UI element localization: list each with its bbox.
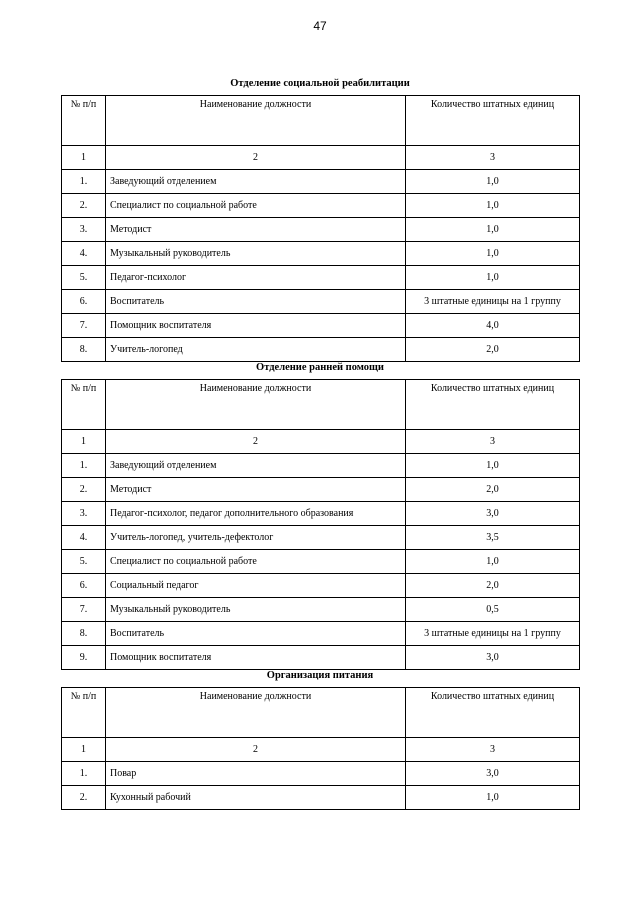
row-number: 7. <box>62 598 106 622</box>
staff-quantity: 1,0 <box>406 454 580 478</box>
staff-quantity: 1,0 <box>406 550 580 574</box>
column-index: 2 <box>106 738 406 762</box>
staff-quantity: 3,0 <box>406 502 580 526</box>
position-name: Специалист по социальной работе <box>106 550 406 574</box>
row-number: 1. <box>62 170 106 194</box>
section-catering <box>61 669 579 810</box>
row-number: 8. <box>62 622 106 646</box>
header-quantity: Количество штатных единиц <box>406 96 580 146</box>
column-index: 1 <box>62 146 106 170</box>
position-name: Социальный педагог <box>106 574 406 598</box>
position-name: Помощник воспитателя <box>106 646 406 670</box>
section-early-help <box>61 361 579 670</box>
staff-quantity: 1,0 <box>406 170 580 194</box>
table-header-row <box>62 96 580 146</box>
position-name: Воспитатель <box>106 622 406 646</box>
table-row <box>62 526 580 550</box>
position-name: Методист <box>106 218 406 242</box>
position-name: Повар <box>106 762 406 786</box>
table-row <box>62 290 580 314</box>
column-index: 3 <box>406 738 580 762</box>
table-row <box>62 218 580 242</box>
table-row <box>62 598 580 622</box>
staff-quantity: 1,0 <box>406 218 580 242</box>
staff-quantity: 1,0 <box>406 242 580 266</box>
column-index: 1 <box>62 430 106 454</box>
column-index: 3 <box>406 430 580 454</box>
table-row <box>62 454 580 478</box>
table-row <box>62 646 580 670</box>
section-social-rehabilitation <box>61 77 579 362</box>
position-name: Педагог-психолог <box>106 266 406 290</box>
column-index-row <box>62 430 580 454</box>
row-number: 8. <box>62 338 106 362</box>
staff-table <box>61 379 580 670</box>
table-header-row <box>62 380 580 430</box>
column-index: 2 <box>106 146 406 170</box>
table-row <box>62 194 580 218</box>
staff-table <box>61 95 580 362</box>
staff-quantity: 3 штатные единицы на 1 группу <box>406 622 580 646</box>
row-number: 2. <box>62 478 106 502</box>
table-row <box>62 242 580 266</box>
column-index-row <box>62 738 580 762</box>
column-index: 1 <box>62 738 106 762</box>
row-number: 2. <box>62 194 106 218</box>
header-number: № п/п <box>62 96 106 146</box>
page-number: 47 <box>313 19 327 33</box>
column-index: 2 <box>106 430 406 454</box>
staff-quantity: 1,0 <box>406 786 580 810</box>
staff-quantity: 3,0 <box>406 762 580 786</box>
position-name: Музыкальный руководитель <box>106 598 406 622</box>
position-name: Специалист по социальной работе <box>106 194 406 218</box>
staff-quantity: 4,0 <box>406 314 580 338</box>
staff-quantity: 1,0 <box>406 194 580 218</box>
staff-quantity: 2,0 <box>406 574 580 598</box>
position-name: Музыкальный руководитель <box>106 242 406 266</box>
position-name: Педагог-психолог, педагог дополнительного образования <box>106 502 406 526</box>
table-row <box>62 574 580 598</box>
position-name: Учитель-логопед, учитель-дефектолог <box>106 526 406 550</box>
table-row <box>62 502 580 526</box>
staff-quantity: 0,5 <box>406 598 580 622</box>
table-row <box>62 550 580 574</box>
row-number: 4. <box>62 526 106 550</box>
staff-table <box>61 687 580 810</box>
section-title: Отделение ранней помощи <box>256 362 384 373</box>
section-title: Организация питания <box>266 670 374 681</box>
row-number: 9. <box>62 646 106 670</box>
row-number: 2. <box>62 786 106 810</box>
column-index-row <box>62 146 580 170</box>
position-name: Кухонный рабочий <box>106 786 406 810</box>
staff-quantity: 2,0 <box>406 338 580 362</box>
row-number: 6. <box>62 574 106 598</box>
column-index: 3 <box>406 146 580 170</box>
row-number: 7. <box>62 314 106 338</box>
row-number: 3. <box>62 502 106 526</box>
header-position: Наименование должности <box>106 96 406 146</box>
staff-quantity: 2,0 <box>406 478 580 502</box>
staff-quantity: 3,5 <box>406 526 580 550</box>
row-number: 4. <box>62 242 106 266</box>
staff-quantity: 3,0 <box>406 646 580 670</box>
table-row <box>62 314 580 338</box>
position-name: Методист <box>106 478 406 502</box>
header-quantity: Количество штатных единиц <box>406 380 580 430</box>
table-row <box>62 266 580 290</box>
table-header-row <box>62 688 580 738</box>
table-row <box>62 622 580 646</box>
position-name: Помощник воспитателя <box>106 314 406 338</box>
table-row <box>62 478 580 502</box>
header-position: Наименование должности <box>106 688 406 738</box>
row-number: 5. <box>62 550 106 574</box>
header-quantity: Количество штатных единиц <box>406 688 580 738</box>
position-name: Заведующий отделением <box>106 454 406 478</box>
position-name: Заведующий отделением <box>106 170 406 194</box>
table-row <box>62 762 580 786</box>
row-number: 5. <box>62 266 106 290</box>
header-position: Наименование должности <box>106 380 406 430</box>
table-row <box>62 338 580 362</box>
staff-quantity: 1,0 <box>406 266 580 290</box>
row-number: 3. <box>62 218 106 242</box>
header-number: № п/п <box>62 688 106 738</box>
table-row <box>62 170 580 194</box>
table-row <box>62 786 580 810</box>
row-number: 1. <box>62 762 106 786</box>
section-title: Отделение социальной реабилитации <box>230 78 410 89</box>
row-number: 1. <box>62 454 106 478</box>
position-name: Учитель-логопед <box>106 338 406 362</box>
staff-quantity: 3 штатные единицы на 1 группу <box>406 290 580 314</box>
row-number: 6. <box>62 290 106 314</box>
header-number: № п/п <box>62 380 106 430</box>
position-name: Воспитатель <box>106 290 406 314</box>
